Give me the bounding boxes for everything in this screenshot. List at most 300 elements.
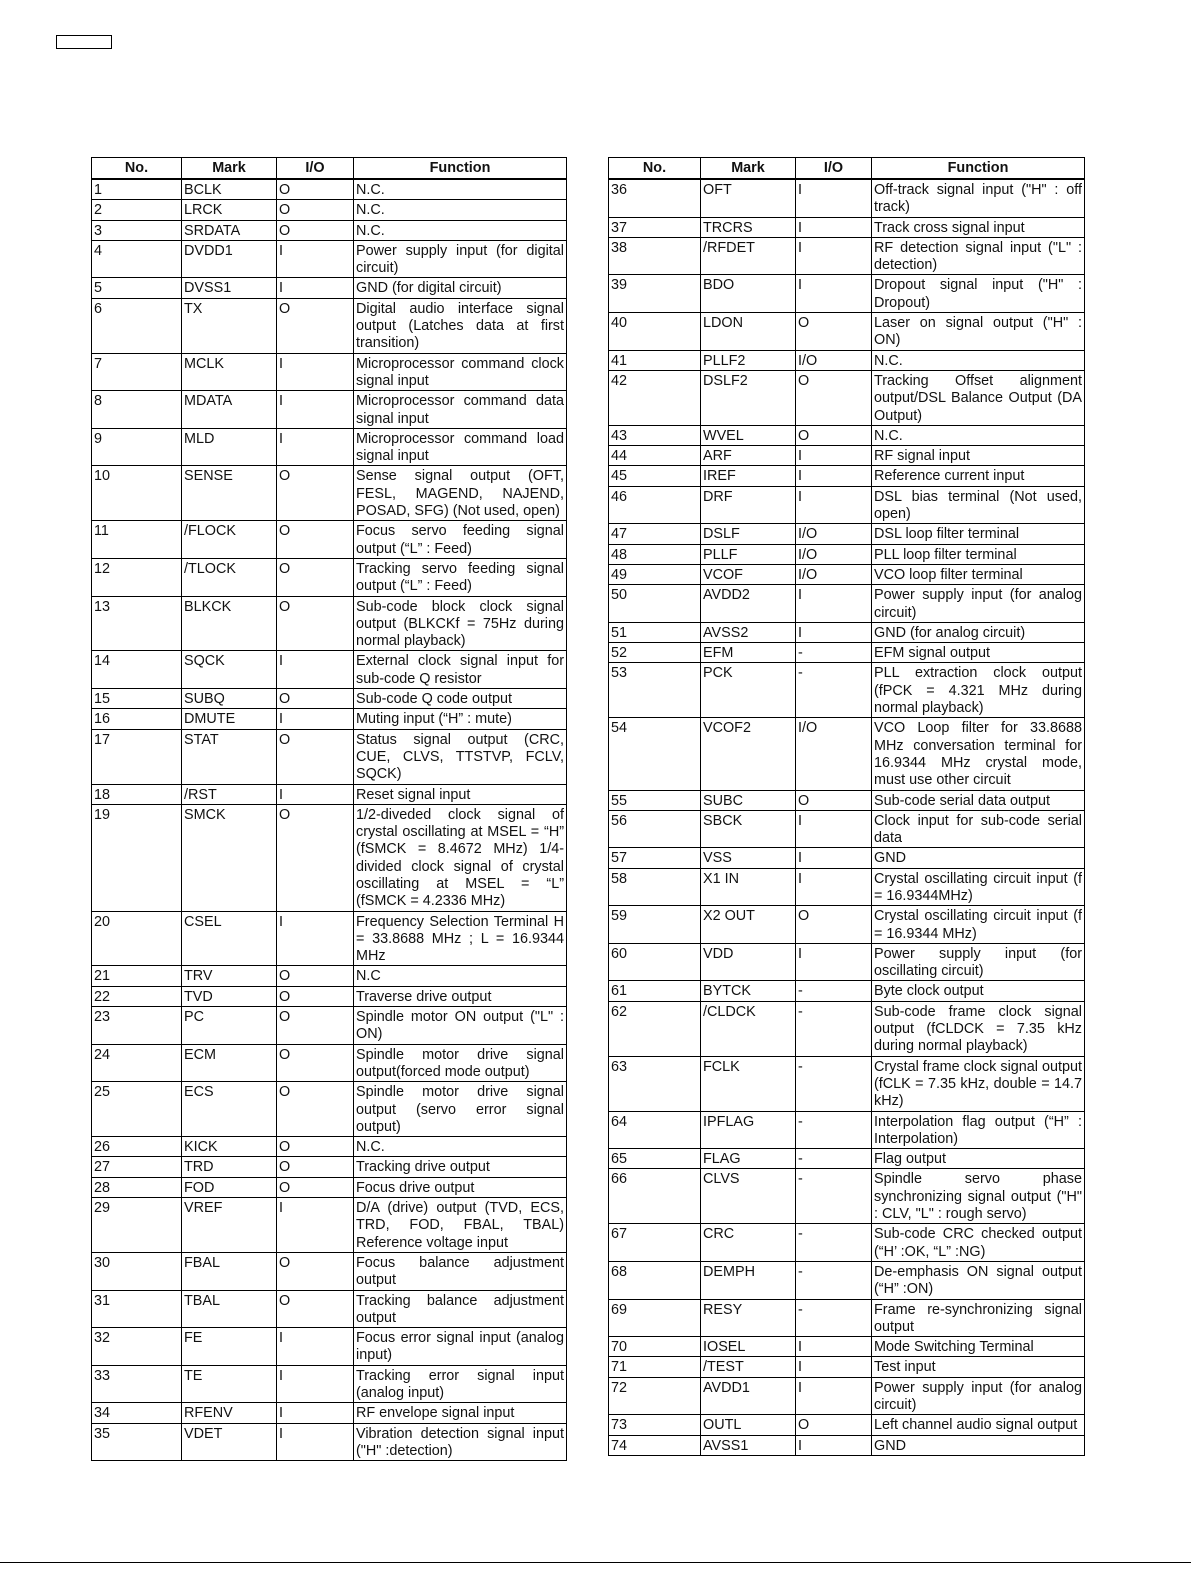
pin-io: I: [796, 237, 872, 275]
pin-io: I: [796, 179, 872, 217]
pin-function: RF detection signal input ("L" : detection): [872, 237, 1085, 275]
pin-io: -: [796, 1149, 872, 1169]
pin-mark: X1 IN: [701, 868, 796, 906]
pin-io: I/O: [796, 564, 872, 584]
table-row: [92, 1137, 567, 1157]
pin-number: 21: [92, 966, 182, 986]
pin-function: Vibration detection signal input ("H" :detection): [354, 1423, 567, 1461]
pin-mark: /TEST: [701, 1357, 796, 1377]
pin-io: -: [796, 643, 872, 663]
pin-number: 46: [609, 486, 701, 524]
pin-function: N.C.: [354, 220, 567, 240]
pin-function: N.C.: [872, 425, 1085, 445]
pin-function: N.C.: [354, 200, 567, 220]
pin-mark: PC: [182, 1007, 277, 1045]
table-row: [92, 1082, 567, 1137]
pin-io: -: [796, 981, 872, 1001]
pin-number: 22: [92, 986, 182, 1006]
table-row: [609, 524, 1085, 544]
pin-io: O: [796, 313, 872, 351]
pin-mark: TRD: [182, 1157, 277, 1177]
pin-function: N.C.: [872, 350, 1085, 370]
pin-mark: SBCK: [701, 810, 796, 848]
pin-number: 42: [609, 370, 701, 425]
pin-io: I: [796, 943, 872, 981]
table-row: [609, 179, 1085, 217]
table-row: [609, 486, 1085, 524]
pin-function: Reset signal input: [354, 784, 567, 804]
pin-io: I: [277, 278, 354, 298]
pin-function: Power supply input (for oscillating circuit): [872, 943, 1085, 981]
table-header-row: [92, 158, 567, 180]
pin-function: Dropout signal input ("H" : Dropout): [872, 275, 1085, 313]
pin-mark: LRCK: [182, 200, 277, 220]
table-row: [92, 911, 567, 966]
pin-mark: MLD: [182, 428, 277, 466]
pin-number: 39: [609, 275, 701, 313]
pin-io: O: [277, 298, 354, 353]
pin-number: 36: [609, 179, 701, 217]
pin-function: Traverse drive output: [354, 986, 567, 1006]
pin-mark: VSS: [701, 848, 796, 868]
header-mark: Mark: [182, 158, 277, 180]
table-row: [92, 428, 567, 466]
table-row: [609, 906, 1085, 944]
table-row: [92, 1328, 567, 1366]
pin-function: Laser on signal output ("H" : ON): [872, 313, 1085, 351]
table-row: [92, 353, 567, 391]
pin-function: Mode Switching Terminal: [872, 1337, 1085, 1357]
pin-function: RF signal input: [872, 446, 1085, 466]
pin-function: DSL bias terminal (Not used, open): [872, 486, 1085, 524]
pin-mark: AVDD2: [701, 585, 796, 623]
pin-mark: SENSE: [182, 466, 277, 521]
pin-number: 41: [609, 350, 701, 370]
pin-function: Tracking drive output: [354, 1157, 567, 1177]
pin-mark: PLLF: [701, 544, 796, 564]
pin-number: 69: [609, 1299, 701, 1337]
pin-mark: EFM: [701, 643, 796, 663]
pin-io: I: [796, 1377, 872, 1415]
pin-function: Byte clock output: [872, 981, 1085, 1001]
pin-number: 9: [92, 428, 182, 466]
pin-number: 52: [609, 643, 701, 663]
pin-number: 2: [92, 200, 182, 220]
pin-mark: PLLF2: [701, 350, 796, 370]
pin-number: 70: [609, 1337, 701, 1357]
pin-io: O: [277, 558, 354, 596]
pin-io: -: [796, 1056, 872, 1111]
pin-number: 38: [609, 237, 701, 275]
pin-number: 3: [92, 220, 182, 240]
table-row: [609, 1377, 1085, 1415]
pin-mark: BYTCK: [701, 981, 796, 1001]
pin-number: 19: [92, 804, 182, 911]
table-row: [92, 966, 567, 986]
pin-mark: SRDATA: [182, 220, 277, 240]
pin-function: Spindle motor ON output ("L" : ON): [354, 1007, 567, 1045]
table-row: [609, 1261, 1085, 1299]
pin-number: 4: [92, 240, 182, 278]
pin-number: 62: [609, 1001, 701, 1056]
pin-number: 53: [609, 663, 701, 718]
table-row: [92, 689, 567, 709]
table-row: [92, 240, 567, 278]
pin-number: 54: [609, 718, 701, 790]
pin-function: Focus error signal input (analog input): [354, 1328, 567, 1366]
pin-io: O: [796, 790, 872, 810]
table-row: [92, 466, 567, 521]
pin-number: 44: [609, 446, 701, 466]
pin-number: 68: [609, 1261, 701, 1299]
pin-number: 40: [609, 313, 701, 351]
pin-mark: OFT: [701, 179, 796, 217]
pin-io: I: [796, 848, 872, 868]
pin-number: 33: [92, 1365, 182, 1403]
pin-function: GND: [872, 848, 1085, 868]
pin-mark: TRV: [182, 966, 277, 986]
header-mark: Mark: [701, 158, 796, 180]
pin-mark: RFENV: [182, 1403, 277, 1423]
pin-mark: TE: [182, 1365, 277, 1403]
pin-io: O: [277, 966, 354, 986]
pin-io: -: [796, 1169, 872, 1224]
pin-io: O: [277, 179, 354, 200]
pin-mark: DRF: [701, 486, 796, 524]
pin-mark: FCLK: [701, 1056, 796, 1111]
pin-number: 65: [609, 1149, 701, 1169]
pin-number: 66: [609, 1169, 701, 1224]
pin-number: 72: [609, 1377, 701, 1415]
header-no: No.: [92, 158, 182, 180]
pin-io: I: [277, 391, 354, 429]
pin-mark: VCOF: [701, 564, 796, 584]
pin-mark: ECS: [182, 1082, 277, 1137]
table-row: [92, 1044, 567, 1082]
table-row: [609, 1299, 1085, 1337]
pin-number: 12: [92, 558, 182, 596]
pin-number: 35: [92, 1423, 182, 1461]
pin-number: 32: [92, 1328, 182, 1366]
pin-function: Frame re-synchronizing signal output: [872, 1299, 1085, 1337]
pin-function: Microprocessor command clock signal input: [354, 353, 567, 391]
table-row: [609, 1357, 1085, 1377]
pin-io: O: [277, 220, 354, 240]
pin-function: Power supply input (for digital circuit): [354, 240, 567, 278]
pin-io: O: [277, 466, 354, 521]
pin-io: O: [796, 425, 872, 445]
pin-number: 34: [92, 1403, 182, 1423]
pin-table-right: [608, 157, 1085, 1456]
table-row: [92, 278, 567, 298]
pin-function: Off-track signal input ("H" : off track): [872, 179, 1085, 217]
pin-function: Power supply input (for analog circuit): [872, 1377, 1085, 1415]
pin-function: Tracking Offset alignment output/DSL Balance Output (DA Output): [872, 370, 1085, 425]
pin-function: Microprocessor command load signal input: [354, 428, 567, 466]
pin-mark: TVD: [182, 986, 277, 1006]
table-row: [92, 179, 567, 200]
pin-io: -: [796, 1261, 872, 1299]
pin-number: 57: [609, 848, 701, 868]
pin-mark: VDD: [701, 943, 796, 981]
pin-function: Muting input (“H” : mute): [354, 709, 567, 729]
pin-function: Digital audio interface signal output (Latches data at first transition): [354, 298, 567, 353]
pin-io: -: [796, 1299, 872, 1337]
pin-function: Frequency Selection Terminal H = 33.8688 MHz ; L = 16.9344 MHz: [354, 911, 567, 966]
table-row: [92, 1157, 567, 1177]
pin-number: 71: [609, 1357, 701, 1377]
table-row: [609, 643, 1085, 663]
pin-function: Flag output: [872, 1149, 1085, 1169]
pin-mark: SUBQ: [182, 689, 277, 709]
pin-function: Status signal output (CRC, CUE, CLVS, TTSTVP, FCLV, SQCK): [354, 729, 567, 784]
pin-mark: FLAG: [701, 1149, 796, 1169]
pin-mark: VREF: [182, 1198, 277, 1253]
table-row: [92, 220, 567, 240]
pin-io: I: [796, 217, 872, 237]
table-row: [609, 622, 1085, 642]
pin-mark: VCOF2: [701, 718, 796, 790]
table-row: [609, 1224, 1085, 1262]
table-row: [609, 1169, 1085, 1224]
pin-number: 45: [609, 466, 701, 486]
pin-number: 31: [92, 1290, 182, 1328]
pin-number: 15: [92, 689, 182, 709]
table-row: [92, 1177, 567, 1197]
table-row: [609, 790, 1085, 810]
pin-io: I: [796, 585, 872, 623]
table-row: [609, 943, 1085, 981]
pin-io: O: [277, 689, 354, 709]
pin-function: GND (for analog circuit): [872, 622, 1085, 642]
bottom-rule: [0, 1562, 1191, 1563]
pin-function: Sub-code block clock signal output (BLKCKf = 75Hz during normal playback): [354, 596, 567, 651]
pin-number: 74: [609, 1435, 701, 1455]
pin-number: 49: [609, 564, 701, 584]
table-row: [609, 1056, 1085, 1111]
pin-io: I: [277, 1365, 354, 1403]
pin-function: Tracking error signal input (analog input): [354, 1365, 567, 1403]
pin-function: Microprocessor command data signal input: [354, 391, 567, 429]
table-row: [609, 446, 1085, 466]
pin-number: 16: [92, 709, 182, 729]
table-header-row: [609, 158, 1085, 180]
pin-mark: CSEL: [182, 911, 277, 966]
table-row: [92, 200, 567, 220]
pin-function: Focus balance adjustment output: [354, 1252, 567, 1290]
pin-function: EFM signal output: [872, 643, 1085, 663]
table-row: [92, 729, 567, 784]
table-row: [609, 1415, 1085, 1435]
pin-number: 67: [609, 1224, 701, 1262]
header-function: Function: [354, 158, 567, 180]
pin-mark: FBAL: [182, 1252, 277, 1290]
pin-function: PLL extraction clock output (fPCK = 4.321 MHz during normal playback): [872, 663, 1085, 718]
table-row: [609, 237, 1085, 275]
pin-mark: IPFLAG: [701, 1111, 796, 1149]
pin-function: Tracking servo feeding signal output (“L” : Feed): [354, 558, 567, 596]
pin-function: Sub-code frame clock signal output (fCLDCK = 7.35 kHz during normal playback): [872, 1001, 1085, 1056]
pin-function: Spindle servo phase synchronizing signal output ("H" : CLV, "L" : rough servo): [872, 1169, 1085, 1224]
pin-mark: TX: [182, 298, 277, 353]
table-row: [92, 596, 567, 651]
pin-io: O: [277, 1252, 354, 1290]
pin-io: I: [277, 1403, 354, 1423]
pin-mark: DSLF: [701, 524, 796, 544]
pin-mark: OUTL: [701, 1415, 796, 1435]
pin-function: Track cross signal input: [872, 217, 1085, 237]
pin-mark: AVSS1: [701, 1435, 796, 1455]
pin-function: N.C: [354, 966, 567, 986]
pin-mark: /FLOCK: [182, 521, 277, 559]
table-row: [92, 558, 567, 596]
pin-function: RF envelope signal input: [354, 1403, 567, 1423]
pin-io: I: [277, 428, 354, 466]
pin-function: Spindle motor drive signal output(forced mode output): [354, 1044, 567, 1082]
table-row: [92, 986, 567, 1006]
pin-io: I/O: [796, 718, 872, 790]
table-row: [609, 275, 1085, 313]
pin-io: I: [796, 446, 872, 466]
table-row: [609, 848, 1085, 868]
pin-function: VCO Loop filter for 33.8688 MHz conversation terminal for 16.9344 MHz crystal mode, must use other circuit: [872, 718, 1085, 790]
table-row: [92, 1423, 567, 1461]
pin-number: 47: [609, 524, 701, 544]
pin-number: 29: [92, 1198, 182, 1253]
pin-number: 14: [92, 651, 182, 689]
table-row: [609, 981, 1085, 1001]
pin-io: O: [277, 1082, 354, 1137]
pin-io: I: [796, 622, 872, 642]
pin-io: I/O: [796, 524, 872, 544]
pin-function: Crystal oscillating circuit input (f = 16.9344MHz): [872, 868, 1085, 906]
pin-number: 10: [92, 466, 182, 521]
table-row: [609, 425, 1085, 445]
pin-io: O: [277, 200, 354, 220]
pin-mark: WVEL: [701, 425, 796, 445]
pin-io: I: [277, 709, 354, 729]
pin-mark: FE: [182, 1328, 277, 1366]
pin-number: 17: [92, 729, 182, 784]
table-row: [609, 868, 1085, 906]
pin-mark: IREF: [701, 466, 796, 486]
pin-function: DSL loop filter terminal: [872, 524, 1085, 544]
pin-io: I: [796, 1435, 872, 1455]
table-row: [609, 370, 1085, 425]
table-row: [609, 564, 1085, 584]
pin-io: O: [277, 521, 354, 559]
pin-mark: CLVS: [701, 1169, 796, 1224]
pin-function: Focus drive output: [354, 1177, 567, 1197]
pin-io: O: [277, 804, 354, 911]
pin-mark: VDET: [182, 1423, 277, 1461]
pin-number: 61: [609, 981, 701, 1001]
pin-io: I: [277, 1198, 354, 1253]
pin-io: I: [796, 868, 872, 906]
table-row: [92, 1290, 567, 1328]
pin-number: 64: [609, 1111, 701, 1149]
pin-mark: FOD: [182, 1177, 277, 1197]
pin-io: I: [796, 1357, 872, 1377]
header-io: I/O: [277, 158, 354, 180]
table-row: [609, 350, 1085, 370]
pin-io: I/O: [796, 350, 872, 370]
page-number-box: [56, 35, 112, 49]
table-row: [609, 718, 1085, 790]
pin-io: O: [277, 729, 354, 784]
pin-number: 48: [609, 544, 701, 564]
pin-io: I: [796, 275, 872, 313]
pin-mark: DVSS1: [182, 278, 277, 298]
table-row: [609, 585, 1085, 623]
pin-mark: STAT: [182, 729, 277, 784]
pin-number: 59: [609, 906, 701, 944]
pin-io: I: [277, 784, 354, 804]
pin-mark: ECM: [182, 1044, 277, 1082]
pin-number: 6: [92, 298, 182, 353]
pin-mark: PCK: [701, 663, 796, 718]
pin-function: Reference current input: [872, 466, 1085, 486]
table-row: [92, 1007, 567, 1045]
pin-function: GND: [872, 1435, 1085, 1455]
table-row: [609, 544, 1085, 564]
pin-mark: SQCK: [182, 651, 277, 689]
table-row: [92, 1403, 567, 1423]
pin-number: 50: [609, 585, 701, 623]
table-row: [609, 313, 1085, 351]
pin-io: O: [277, 596, 354, 651]
pin-io: I/O: [796, 544, 872, 564]
pin-mark: DVDD1: [182, 240, 277, 278]
pin-number: 8: [92, 391, 182, 429]
pin-mark: CRC: [701, 1224, 796, 1262]
pin-io: I: [277, 353, 354, 391]
header-io: I/O: [796, 158, 872, 180]
pin-function: Interpolation flag output (“H” : Interpolation): [872, 1111, 1085, 1149]
pin-mark: KICK: [182, 1137, 277, 1157]
pin-mark: /CLDCK: [701, 1001, 796, 1056]
pin-number: 28: [92, 1177, 182, 1197]
pin-io: O: [796, 1415, 872, 1435]
table-row: [92, 298, 567, 353]
pin-function: 1/2-diveded clock signal of crystal oscillating at MSEL = “H” (fSMCK = 8.4672 MHz) 1/4-divided clock signal of crystal oscillating at MSEL = “L” (fSMCK = 4.2336 MHz): [354, 804, 567, 911]
pin-mark: DMUTE: [182, 709, 277, 729]
pin-io: I: [277, 1328, 354, 1366]
pin-function: Sense signal output (OFT, FESL, MAGEND, NAJEND, POSAD, SFG) (Not used, open): [354, 466, 567, 521]
pin-io: -: [796, 1111, 872, 1149]
pin-function: Power supply input (for analog circuit): [872, 585, 1085, 623]
table-row: [92, 651, 567, 689]
table-row: [92, 1252, 567, 1290]
pin-function: GND (for digital circuit): [354, 278, 567, 298]
pin-io: I: [796, 466, 872, 486]
pin-number: 7: [92, 353, 182, 391]
pin-function: De-emphasis ON signal output (“H” :ON): [872, 1261, 1085, 1299]
pin-mark: TRCRS: [701, 217, 796, 237]
pin-io: O: [277, 1007, 354, 1045]
pin-mark: AVSS2: [701, 622, 796, 642]
pin-function: N.C.: [354, 1137, 567, 1157]
header-function: Function: [872, 158, 1085, 180]
pin-mark: BDO: [701, 275, 796, 313]
pin-io: O: [796, 906, 872, 944]
pin-function: Crystal frame clock signal output (fCLK = 7.35 kHz, double = 14.7 kHz): [872, 1056, 1085, 1111]
pin-io: I: [277, 651, 354, 689]
pin-function: Test input: [872, 1357, 1085, 1377]
pin-number: 56: [609, 810, 701, 848]
table-row: [609, 663, 1085, 718]
pin-io: O: [277, 1137, 354, 1157]
